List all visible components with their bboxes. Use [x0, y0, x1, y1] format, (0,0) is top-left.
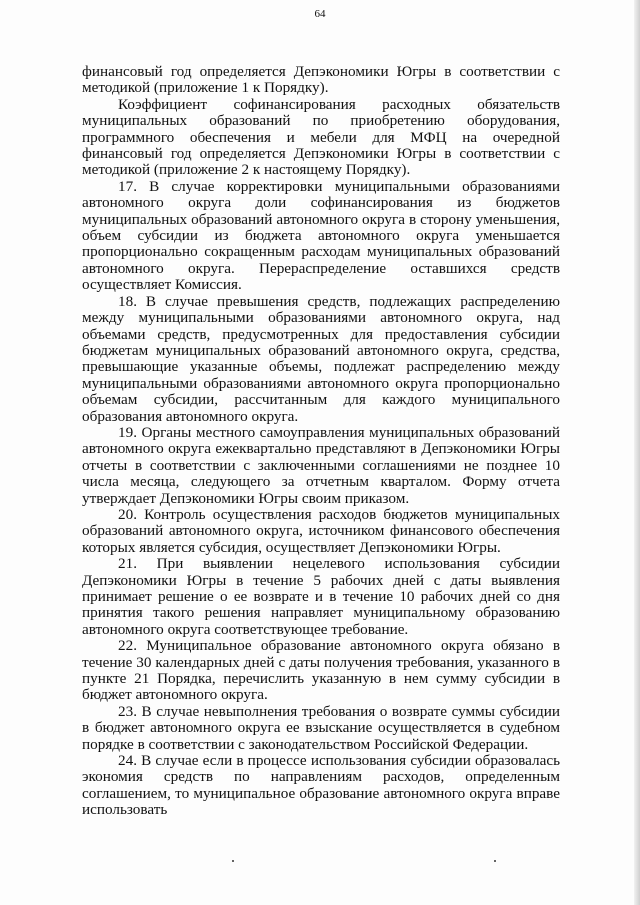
page-edge-shadow: [634, 0, 640, 905]
document-body: [82, 64, 560, 819]
paragraph-continuation: финансовый год определяется Депэкономики Югры в соответствии с методикой (приложение 1 к Порядку).: [82, 63, 560, 97]
scan-speck: [232, 860, 234, 862]
scan-speck: [494, 860, 496, 862]
paragraph-cofinancing-coefficient: Коэффициент софинансирования расходных обязательств муниципальных образований по приобретению оборудования, программного обеспечения и мебели для МФЦ на очередной финансовый год определяется Депэкономики Югры в соответствии с методикой (приложение 2 к настоящему Порядку).: [82, 95, 560, 179]
paragraph-20: 20. Контроль осуществления расходов бюджетов муниципальных образований автономного округа, источником финансового обеспечения которых является субсидия, осуществляет Депэкономики Югры.: [82, 505, 560, 556]
paragraph-19: 19. Органы местного самоуправления муниципальных образований автономного округа ежеквартально представляют в Депэкономики Югры отчеты в соответствии с заключенными соглашениями не позднее 10 числа месяца, следующего за отчетным кварталом. Форму отчета утверждает Депэкономики Югры своим приказом.: [82, 423, 560, 507]
paragraph-22: 22. Муниципальное образование автономного округа обязано в течение 30 календарных дней с даты получения требования, указанного в пункте 21 Порядка, перечислить указанную в нем сумму субсидии в бюджет автономного округа.: [82, 637, 560, 704]
paragraph-23: 23. В случае невыполнения требования о возврате суммы субсидии в бюджет автономного округа ее взыскание осуществляется в судебном порядке в соответствии с законодательством Российской Федерации.: [82, 702, 560, 753]
paragraph-21: 21. При выявлении нецелевого использования субсидии Депэкономики Югры в течение 5 рабочих дней с даты выявления принимает решение о ее возврате и в течение 10 рабочих дней со дня принятия такого решения направляет муниципальному образованию автономного округа соответствующее требование.: [82, 555, 560, 638]
paragraph-17: 17. В случае корректировки муниципальными образованиями автономного округа доли софинансирования из бюджетов муниципальных образований автономного округа в сторону уменьшения, объем субсидии из бюджета автономного округа уменьшается пропорционально сокращенным расходам муниципальных образований автономного округа. Перераспределение оставшихся средств осуществляет Комиссия.: [82, 177, 560, 294]
paragraph-18: 18. В случае превышения средств, подлежащих распределению между муниципальными образованиями автономного округа, над объемами средств, предусмотренных для предоставления субсидии бюджетам муниципальных образований автономного округа, средства, превышающие указанные объемы, подлежат распределению между муниципальными образованиями автономного округа пропорционально объемам субсидии, рассчитанным для каждого муниципального образования автономного округа.: [82, 292, 560, 425]
paragraph-24: 24. В случае если в процессе использования субсидии образовалась экономия средств по направлениям расходов, определенным соглашением, то муниципальное образование автономного округа вправе использовать: [82, 752, 560, 819]
page-number: 64: [314, 8, 326, 20]
